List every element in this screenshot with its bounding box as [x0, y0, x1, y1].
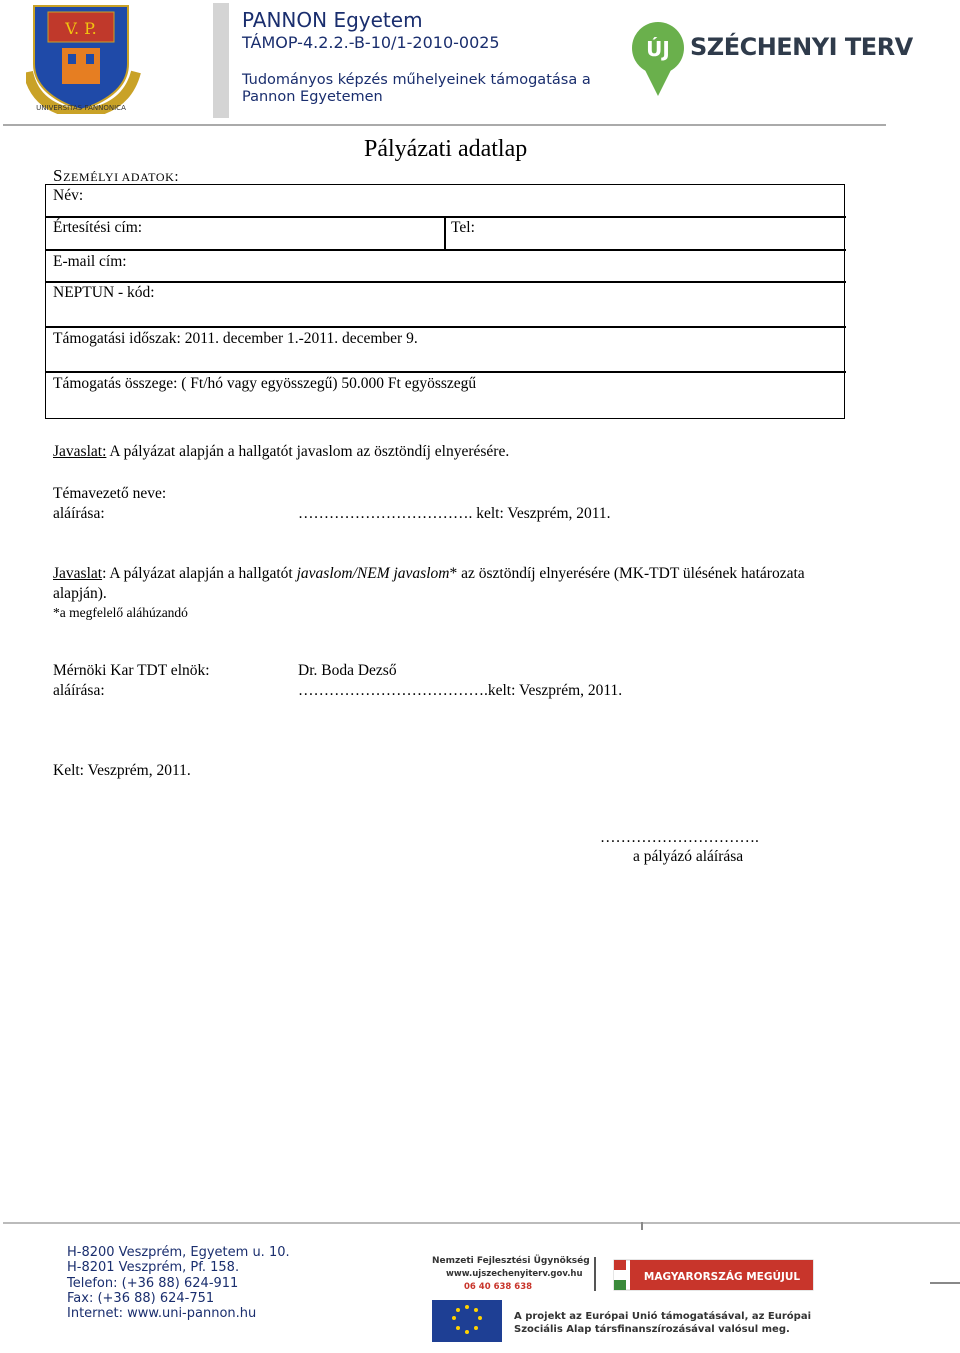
footer-rule: [3, 1222, 960, 1224]
name-label: Név:: [53, 187, 84, 204]
address-line: H-8201 Veszprém, Pf. 158.: [67, 1260, 240, 1276]
neptun-label: NEPTUN - kód:: [53, 284, 155, 301]
table-row-divider: [45, 371, 846, 373]
form-title: Pályázati adatlap: [364, 136, 528, 162]
svg-text:06 40 638 638: 06 40 638 638: [464, 1282, 533, 1292]
svg-text:Nemzeti Fejlesztési Ügynökség: Nemzeti Fejlesztési Ügynökség: [432, 1256, 590, 1266]
table-row-divider: [45, 216, 846, 218]
footer-side-rule: [930, 1282, 960, 1284]
support-period: Támogatási időszak: 2011. december 1.-2011. december 9.: [53, 330, 418, 347]
website-line: Internet: www.uni-pannon.hu: [67, 1306, 257, 1322]
supervisor-signature-label: aláírása:: [53, 505, 105, 522]
footer-tick: [641, 1222, 643, 1230]
funding-logos: [430, 1252, 815, 1344]
table-row-divider: [45, 281, 846, 283]
header-divider-bar: [213, 3, 229, 118]
applicant-signature-label: a pályázó aláírása: [633, 848, 744, 865]
szechenyi-terv-pin-icon: [630, 22, 686, 98]
svg-text:A projekt az Európai Unió támo: A projekt az Európai Unió támogatásával, az Európai: [514, 1311, 812, 1322]
svg-text:Szociális Alap társfinanszíroz: Szociális Alap társfinanszírozásával valósul meg.: [514, 1324, 790, 1335]
personal-data-section-label: SZEMÉLYI ADATOK:: [53, 166, 180, 185]
address-label: Értesítési cím:: [53, 219, 143, 236]
tdt-chair-label: Mérnöki Kar TDT elnök:: [53, 662, 210, 679]
tdt-signature-line: ……………………………….kelt: Veszprém, 2011.: [298, 682, 623, 699]
applicant-signature-dots: ………………………….: [600, 829, 759, 846]
project-title: Tudományos képzés műhelyeinek támogatása a Pannon Egyetemen: [242, 72, 591, 105]
supervisor-signature-line: ……………………………. kelt: Veszprém, 2011.: [298, 505, 611, 522]
svg-text:www.ujszechenyiterv.gov.hu: www.ujszechenyiterv.gov.hu: [446, 1269, 583, 1279]
tel-label: Tel:: [451, 219, 475, 236]
phone-line: Telefon: (+36 88) 624-911: [67, 1275, 239, 1291]
closing-date: Kelt: Veszprém, 2011.: [53, 762, 191, 779]
svg-text:ÚJ: ÚJ: [646, 37, 670, 61]
university-crest-logo: [26, 2, 144, 114]
svg-text:UNIVERSITAS PANNONICA: UNIVERSITAS PANNONICA: [36, 104, 126, 112]
svg-text:V. P.: V. P.: [65, 19, 97, 38]
szechenyi-terv-wordmark: SZÉCHENYI TERV: [690, 33, 913, 61]
supervisor-name-label: Témavezető neve:: [53, 485, 167, 502]
supervisor-proposal: Javaslat: A pályázat alapján a hallgatót javaslom az ösztöndíj elnyerésére.: [53, 443, 510, 460]
svg-text:MAGYARORSZÁG MEGÚJUL: MAGYARORSZÁG MEGÚJUL: [643, 1271, 801, 1283]
email-label: E-mail cím:: [53, 253, 127, 270]
fax-line: Fax: (+36 88) 624-751: [67, 1290, 215, 1306]
tdt-signature-label: aláírása:: [53, 682, 105, 699]
footer-address: [67, 1245, 290, 1321]
underline-note: *a megfelelő aláhúzandó: [53, 605, 188, 620]
address-line: H-8200 Veszprém, Egyetem u. 10.: [67, 1245, 290, 1260]
tdt-chair-name: Dr. Boda Dezső: [298, 662, 397, 679]
table-row-divider: [45, 249, 846, 251]
table-row-divider: [45, 326, 846, 328]
table-col-divider: [444, 216, 446, 250]
support-amount: Támogatás összege: ( Ft/hó vagy egyösszegű) 50.000 Ft egyösszegű: [53, 375, 477, 392]
project-code: TÁMOP-4.2.2.-B-10/1-2010-0025: [242, 33, 500, 52]
university-name: PANNON Egyetem: [242, 8, 423, 32]
header-rule: [3, 124, 886, 126]
tdt-proposal: Javaslat: A pályázat alapján a hallgatót javaslom/NEM javaslom* az ösztöndíj elnyerésére (MK-TDT ülésének határozata alapján).: [53, 565, 805, 602]
